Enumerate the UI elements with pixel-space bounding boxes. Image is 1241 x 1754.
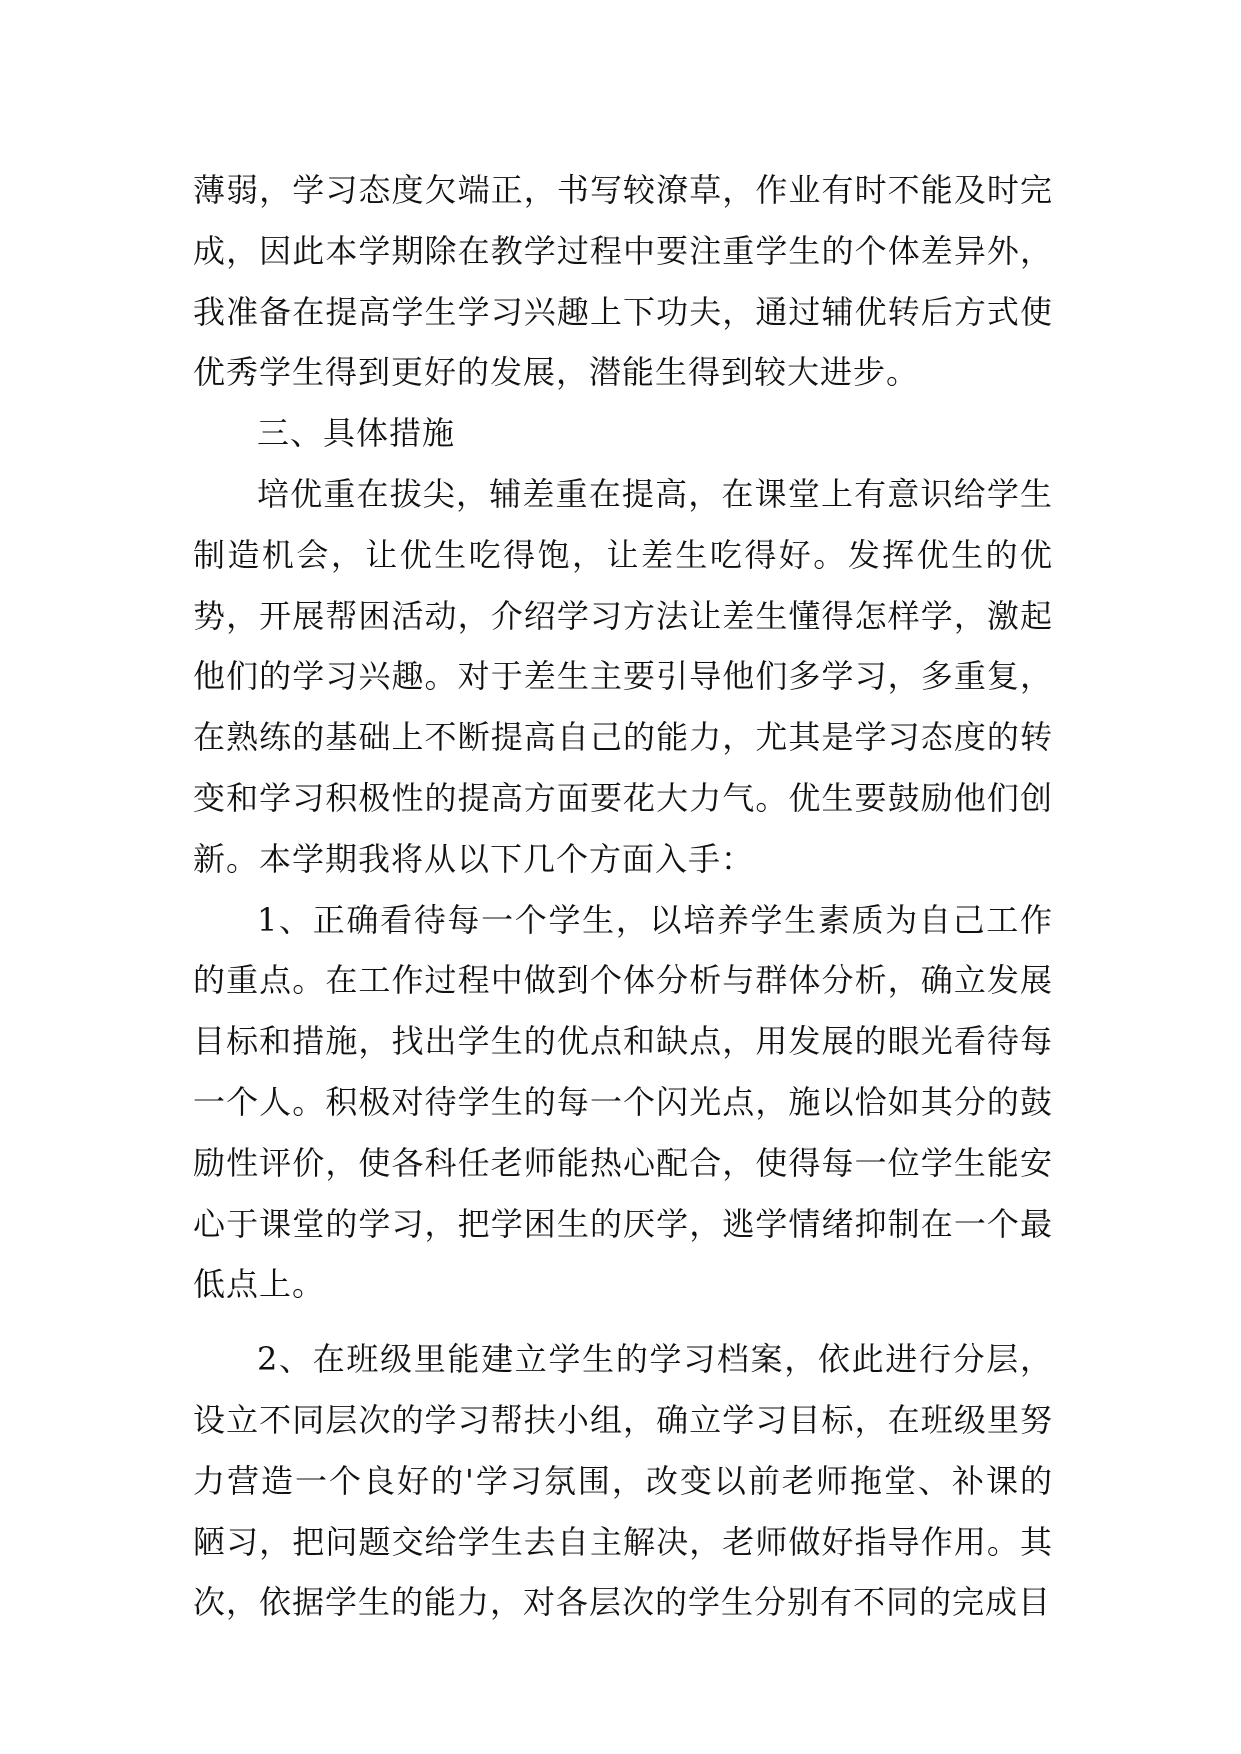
paragraph-item-2: 2、在班级里能建立学生的学习档案，依此进行分层，设立不同层次的学习帮扶小组，确立学习目标，在班级里努力营造一个良好的'学习氛围，改变以前老师拖堂、补课的陋习，把问题交给学生去自主解决，老师做好指导作用。其次，依据学生的能力，对各层次的学生分别有不同的完成目: [193, 1340, 1053, 1622]
paragraph-measures: 培优重在拔尖，辅差重在提高，在课堂上有意识给学生制造机会，让优生吃得饱，让差生吃得好。发挥优生的优势，开展帮困活动，介绍学习方法让差生懂得怎样学，激起他们的学习兴趣。对于差生主要引导他们多学习，多重复，在熟练的基础上不断提高自己的能力，尤其是学习态度的转变和学习积极性的提高方面要花大力气。优生要鼓励他们创新。本学期我将从以下几个方面入手：: [193, 474, 1053, 878]
paragraph-item-1: 1、正确看待每一个学生，以培养学生素质为自己工作的重点。在工作过程中做到个体分析与群体分析，确立发展目标和措施，找出学生的优点和缺点，用发展的眼光看待每一个人。积极对待学生的每一个闪光点，施以恰如其分的鼓励性评价，使各科任老师能热心配合，使得每一位学生能安心于课堂的学习，把学困生的厌学，逃学情绪抑制在一个最低点上。: [193, 900, 1053, 1304]
document-body: [193, 160, 1053, 1633]
section-heading: 三、具体措施: [257, 414, 456, 453]
paragraph-continued: 薄弱，学习态度欠端正，书写较潦草，作业有时不能及时完成，因此本学期除在教学过程中要注重学生的个体差异外，我准备在提高学生学习兴趣上下功夫，通过辅优转后方式使优秀学生得到更好的发展，潜能生得到较大进步。: [193, 171, 1053, 392]
